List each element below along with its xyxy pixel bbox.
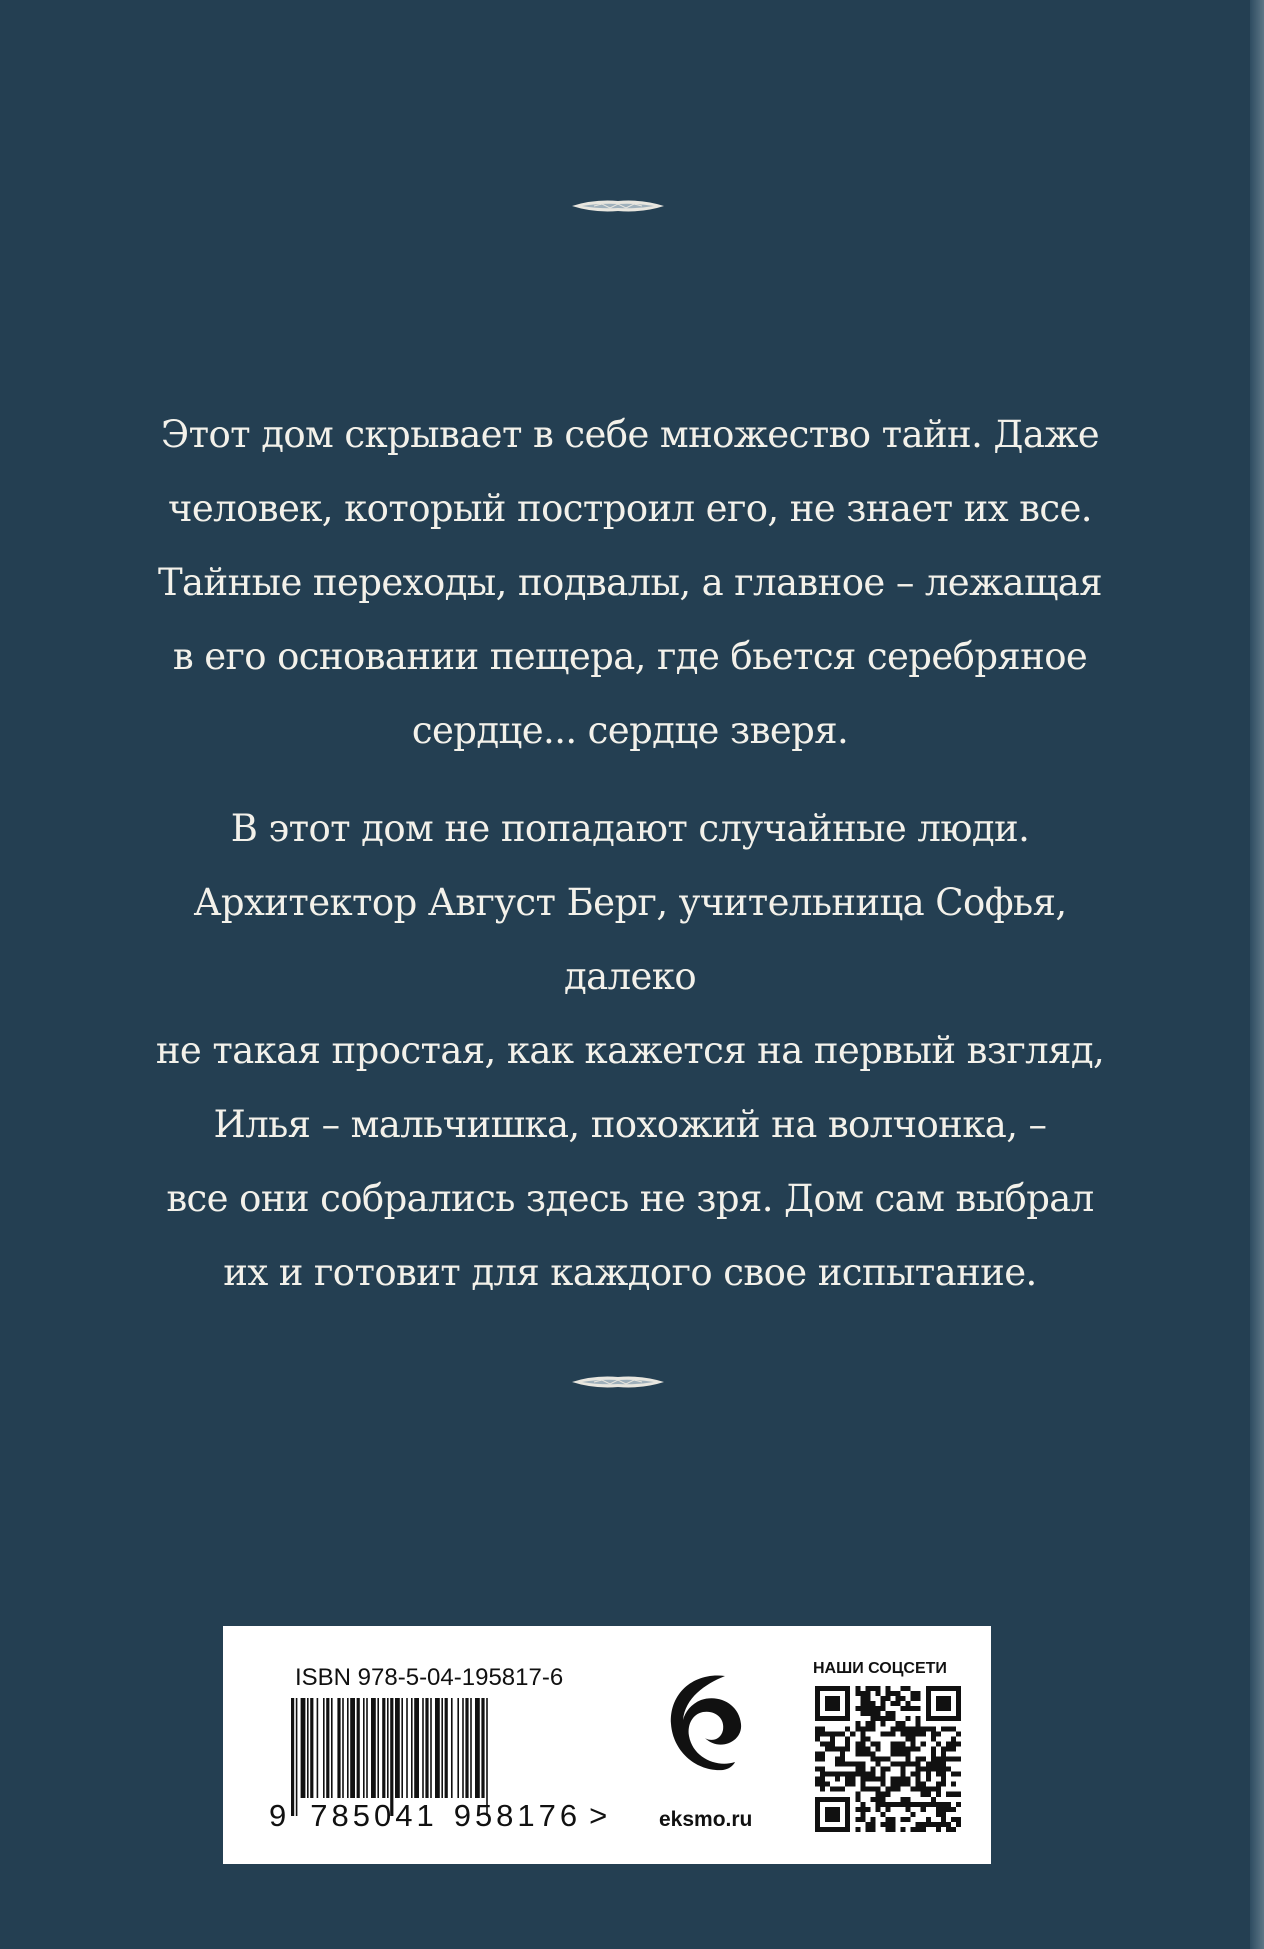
publisher-site: eksmo.ru xyxy=(659,1808,753,1831)
ornament-top-icon xyxy=(572,198,664,214)
isbn-label: ISBN 978-5-04-195817-6 xyxy=(295,1664,564,1691)
text-line: их и готовит для каждого свое испытание. xyxy=(223,1251,1037,1294)
text-line: Илья – мальчишка, похожий на волчонка, – xyxy=(213,1103,1047,1146)
text-line: Архитектор Август Берг, учительница Софья, далеко xyxy=(193,881,1067,998)
text-line: Этот дом скрывает в себе множество тайн. Даже xyxy=(160,413,1100,456)
barcode-digits-left: 785041 xyxy=(310,1798,438,1833)
text-line: сердце... сердце зверя. xyxy=(411,709,849,752)
cover-edge xyxy=(1250,0,1264,1949)
text-line: человек, который построил его, не знает их все. xyxy=(168,487,1092,530)
eksmo-logo-icon xyxy=(663,1668,747,1784)
text-line: Тайные переходы, подвалы, а главное – лежащая xyxy=(157,561,1103,604)
barcode-digits-right: 958176 xyxy=(453,1798,582,1833)
text-line: не такая простая, как кажется на первый взгляд, xyxy=(155,1029,1105,1072)
text-line: В этот дом не попадают случайные люди. xyxy=(230,807,1030,850)
text-line: все они собрались здесь не зря. Дом сам выбрал xyxy=(166,1177,1094,1220)
description-paragraph-1 xyxy=(130,398,1130,768)
barcode-panel xyxy=(223,1626,991,1864)
social-label: НАШИ СОЦСЕТИ xyxy=(813,1660,947,1677)
barcode-digits xyxy=(269,1798,611,1834)
barcode-digit-first: 9 xyxy=(269,1798,291,1833)
text-line: в его основании пещера, где бьется серебряное xyxy=(172,635,1088,678)
barcode-arrow: > xyxy=(589,1798,612,1833)
qr-code-icon[interactable] xyxy=(815,1686,961,1832)
description-paragraph-2 xyxy=(130,792,1130,1310)
ornament-bottom-icon xyxy=(572,1374,664,1390)
